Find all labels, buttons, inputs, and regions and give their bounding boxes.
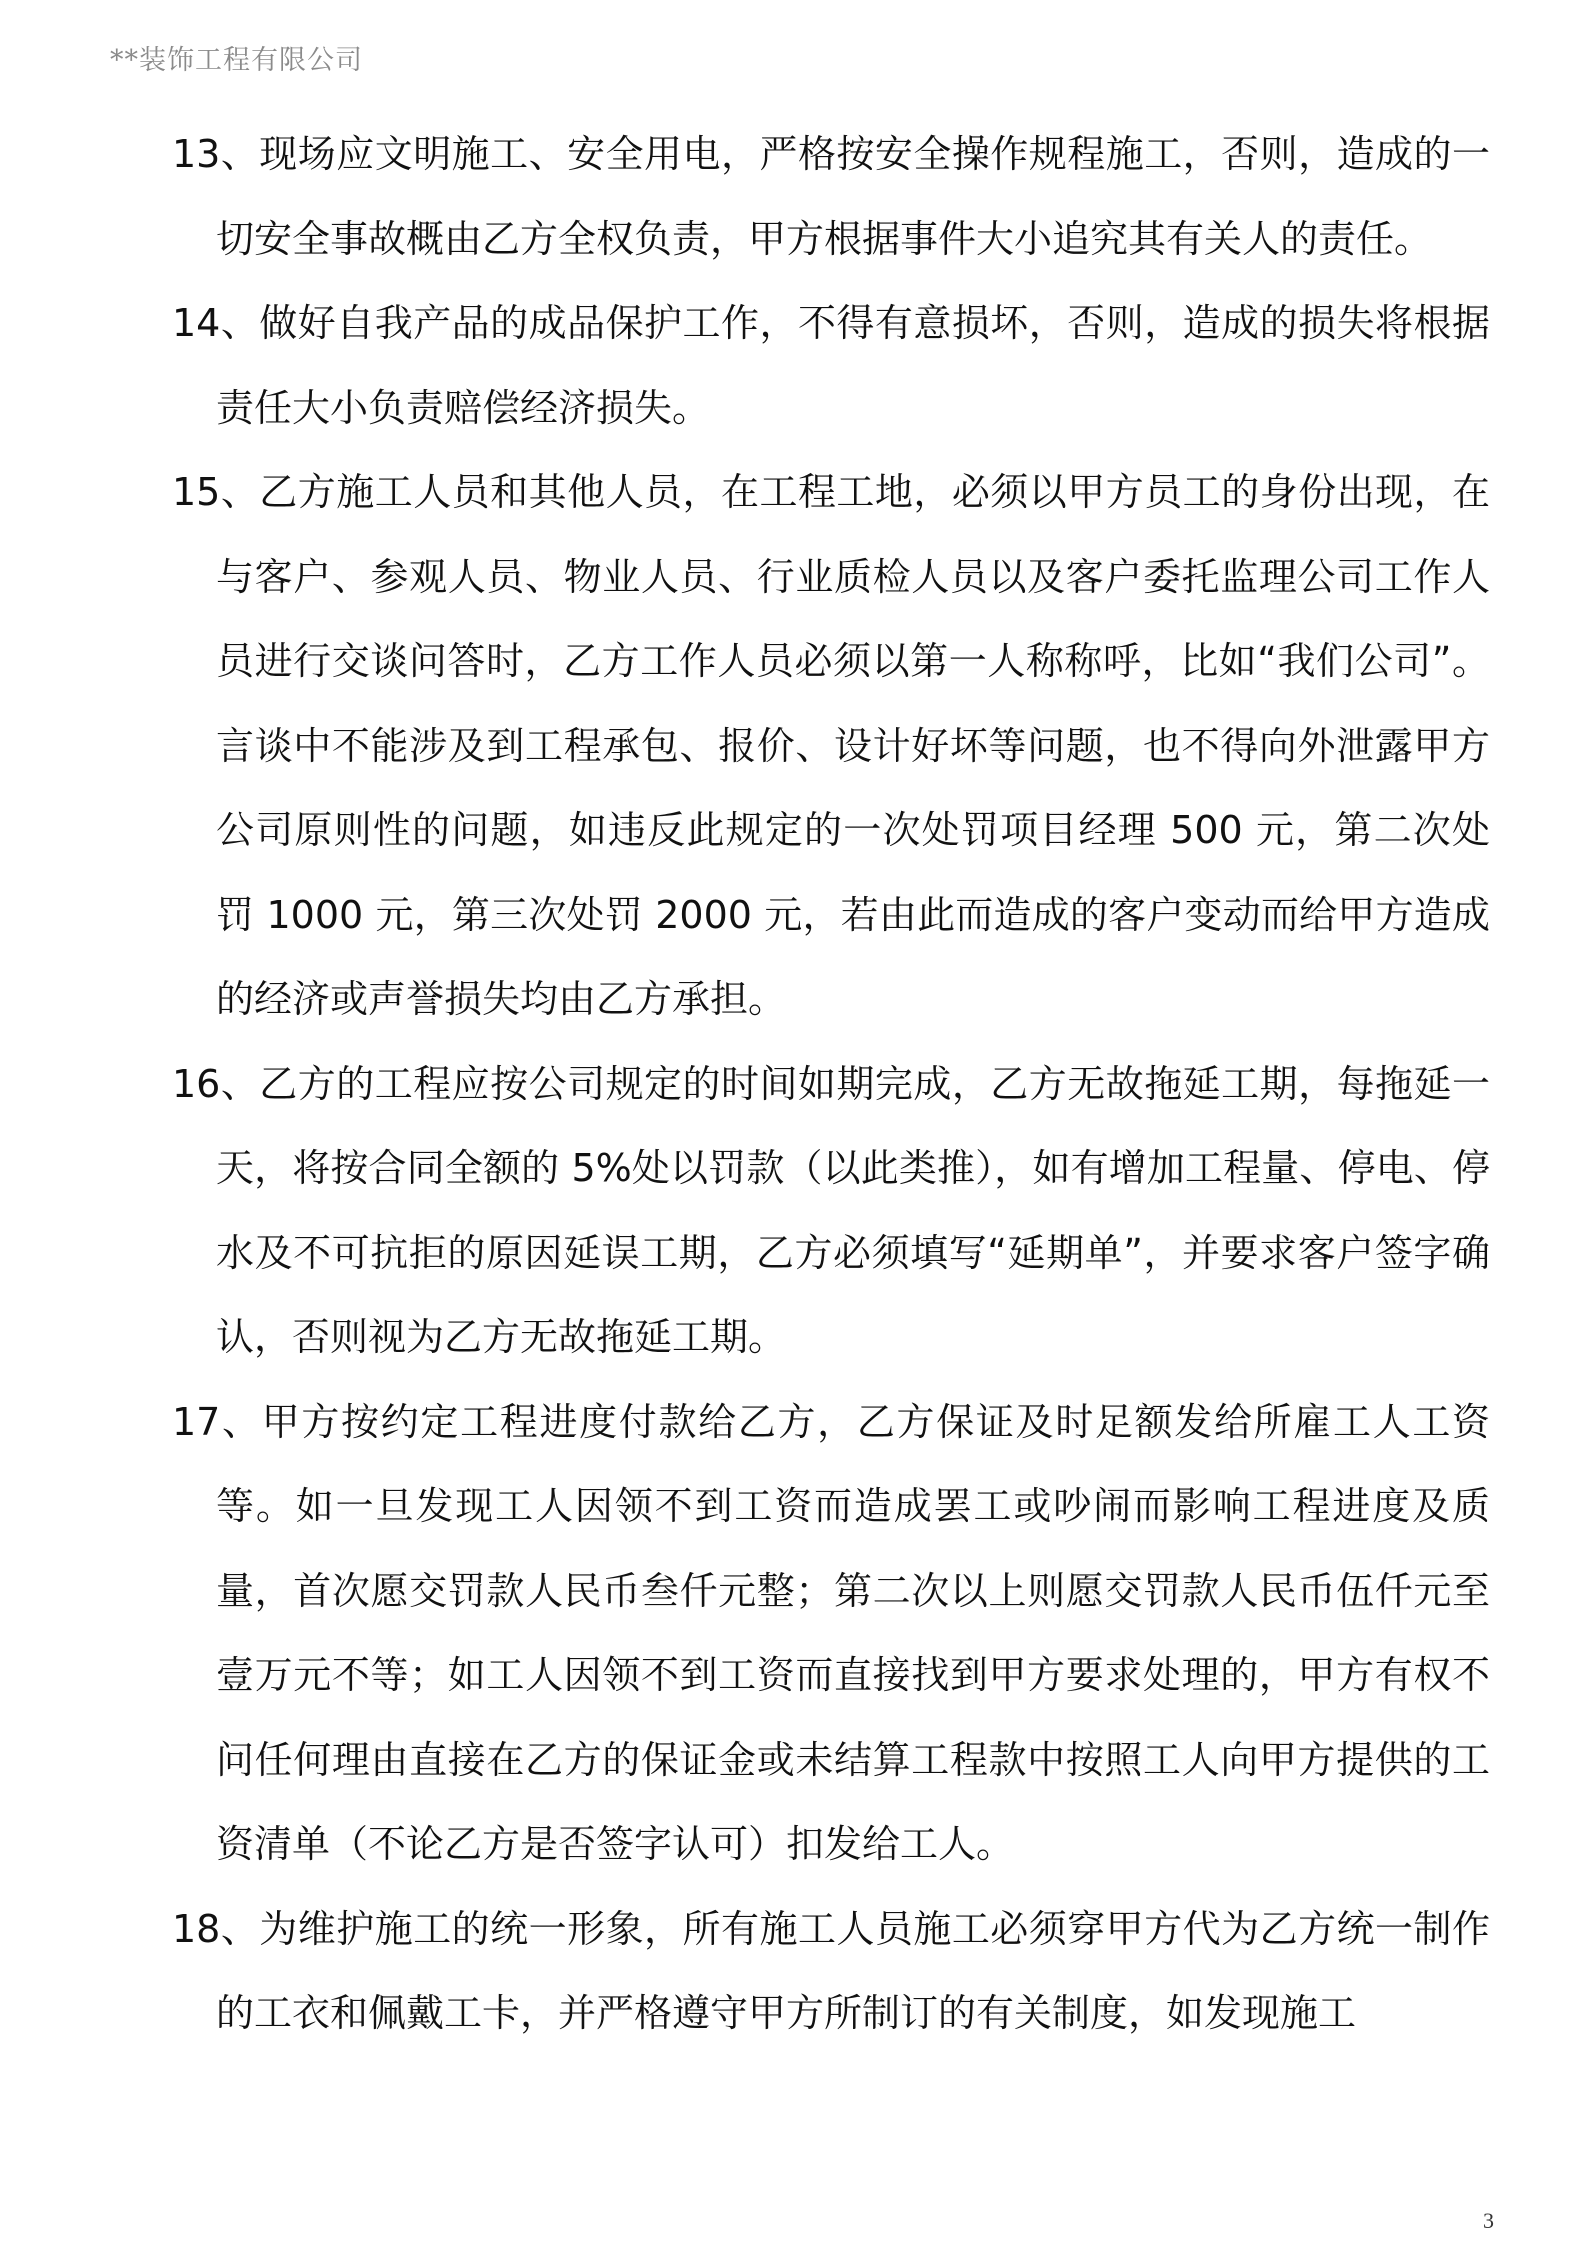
- clause-18: 18、为维护施工的统一形象，所有施工人员施工必须穿甲方代为乙方统一制作的工衣和佩戴工卡，并严格遵守甲方所制订的有关制度，如发现施工: [172, 1906, 1490, 2035]
- clause-16: 16、乙方的工程应按公司规定的时间如期完成，乙方无故拖延工期，每拖延一天，将按合同全额的 5%处以罚款（以此类推），如有增加工程量、停电、停水及不可抗拒的原因延误工期，乙方必须填写“延期单”，并要求客户签字确认，否则视为乙方无故拖延工期。: [172, 1061, 1490, 1359]
- clause-14: 14、做好自我产品的成品保护工作，不得有意损坏，否则，造成的损失将根据责任大小负责赔偿经济损失。: [172, 301, 1490, 430]
- company-header: **装饰工程有限公司: [110, 45, 363, 76]
- clause-13: 13、现场应文明施工、安全用电，严格按安全操作规程施工，否则，造成的一切安全事故概由乙方全权负责，甲方根据事件大小追究其有关人的责任。: [172, 132, 1490, 261]
- clause-17: 17、甲方按约定工程进度付款给乙方，乙方保证及时足额发给所雇工人工资等。如一旦发现工人因领不到工资而造成罢工或吵闹而影响工程进度及质量，首次愿交罚款人民币叁仟元整；第二次以上则愿交罚款人民币伍仟元至壹万元不等；如工人因领不到工资而直接找到甲方要求处理的，甲方有权不问任何理由直接在乙方的保证金或未结算工程款中按照工人向甲方提供的工资清单（不论乙方是否签字认可）扣发给工人。: [172, 1399, 1490, 1866]
- clause-15: 15、乙方施工人员和其他人员，在工程工地，必须以甲方员工的身份出现，在与客户、参观人员、物业人员、行业质检人员以及客户委托监理公司工作人员进行交谈问答时，乙方工作人员必须以第一人称称呼，比如“我们公司”。言谈中不能涉及到工程承包、报价、设计好坏等问题，也不得向外泄露甲方公司原则性的问题，如违反此规定的一次处罚项目经理 500 元，第二次处罚 1000 元，第三次处罚 2000 元，若由此而造成的客户变动而给甲方造成的经济或声誉损失均由乙方承担。: [172, 470, 1490, 1021]
- contract-clauses: [172, 112, 1490, 2056]
- page-number: 3: [1483, 2208, 1494, 2233]
